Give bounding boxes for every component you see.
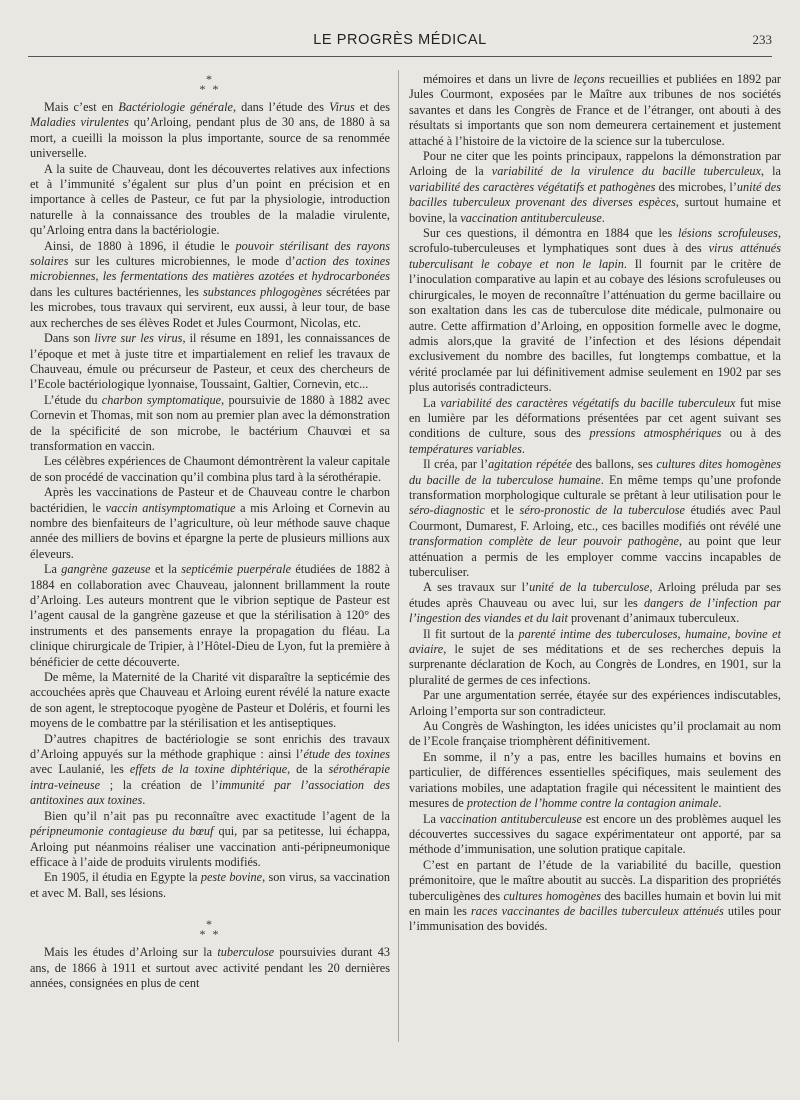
text-run: sur les cultures microbiennes, le mode d’ <box>68 254 296 269</box>
text-run: mémoires et dans un livre de <box>423 72 574 86</box>
text-run: Les célèbres expériences de Chaumont démontrèrent la valeur capitale de son procédé de vaccination qu’il combina plus tard à la sérothérapie. <box>30 454 390 484</box>
right-column <box>409 72 781 1060</box>
text-run: Il fit surtout de la <box>423 626 519 641</box>
section-separator <box>30 74 390 94</box>
text-run: qui, par sa petitesse, lui échappa, Arloing put néanmoins réaliser une vaccination anti-péripneumonique efficace à l’aide de produits virulents modifiés. <box>30 824 390 869</box>
text-run: Après les vaccinations de Pasteur et de Chauveau contre le charbon bactéridien, le <box>30 485 390 515</box>
text-run: , la <box>761 164 781 179</box>
text-run: des microbes, l’ <box>655 179 737 194</box>
text-run: De même, la Maternité de la Charité vit disparaître la septicémie des accouchées après que Chauveau et Arloing eurent révélé la nature exacte de son agent, le streptocoque pyogène de Pasteur et Doléris, et fourni les moyens de le combattre par la stérilisation et les antiseptiques. <box>30 670 390 731</box>
italic-run: septicémie puerpérale <box>181 562 292 577</box>
separator-stars-bottom: * * <box>199 82 221 96</box>
italic-run: dangers de l’infection par l’ingestion des viandes et du lait <box>409 595 781 626</box>
italic-run: tuberculose <box>217 945 275 960</box>
left-column <box>30 72 390 1060</box>
text-run: , surtout humaine et bovine, la <box>409 195 781 225</box>
paragraph <box>30 945 390 991</box>
text-run: , le sujet de ses méditations et de ses recherches depuis la surprenante déclaration de Koch, au Congrès de Londres, en 1901, sur la pluralité de germes de ces infections. <box>409 642 781 687</box>
text-run: et le <box>484 503 520 518</box>
italic-run: variabilité des caractères végétatifs du bacille tuberculeux <box>440 395 736 410</box>
text-run: C’est en partant de l’étude de la variabilité du bacille, question prémonitoire, que le maître aboutit au succès. La disparition des propriétés tuberculigènes des <box>409 857 781 903</box>
separator-star-top: * <box>206 72 214 86</box>
text-run: et la <box>150 562 182 577</box>
text-run: ou à des <box>721 426 781 441</box>
italic-run: races vaccinantes de bacilles tuberculeux atténués <box>471 903 724 918</box>
text-run: A ses travaux sur l’ <box>423 580 530 595</box>
italic-run: immunité par l’association des antitoxines aux toxines <box>30 777 390 808</box>
paragraph <box>409 812 781 858</box>
header-rule <box>28 56 772 57</box>
text-run: recueillies et publiées en 1892 par Jules Courmont, exposées par le Maître aux tribunes de nos sociétés savantes et dans les Congrès de France et de l’étranger, ont abouti à des résultats si importants que son nom demeurera certainement et justement attaché à l’histoire de la victoire de la science sur la tuberculose. <box>409 72 781 148</box>
italic-run: transformation complète de leur pouvoir pathogène <box>409 534 679 549</box>
italic-run: parenté intime des tuberculoses, humaine, bovine et aviaire <box>409 626 781 657</box>
text-run: et des <box>354 100 390 114</box>
text-run: qu’Arloing, pendant plus de 30 ans, de 1880 à sa mort, a cueilli la moisson la plus importante, source de sa renommée universelle. <box>30 115 390 161</box>
text-run: des ballons, ses <box>572 457 657 472</box>
text-run: L’étude du <box>44 392 102 407</box>
text-run: . <box>142 793 146 808</box>
paragraph <box>409 688 781 719</box>
paragraph <box>30 670 390 732</box>
paragraph <box>30 454 390 485</box>
column-divider <box>398 70 399 1042</box>
italic-run: agitation répétée <box>488 457 573 472</box>
italic-run: séro-diagnostic <box>409 503 485 518</box>
italic-run: pouvoir stérilisant des rayons solaires <box>30 238 390 269</box>
italic-run: cultures dites homogènes du bacille de la tuberculose humaine <box>409 457 781 487</box>
italic-run: vaccination antituberculeuse <box>439 811 582 826</box>
text-run: a mis Arloing et Cornevin au nombre des bienfaiteurs de l’agriculture, où leur méthode sauve chaque année des milliers de bovins et épargne la perte de plusieurs millions aux éleveurs. <box>30 500 390 561</box>
closing-paragraph <box>30 945 390 991</box>
italic-run: péripneumonie contagieuse du bœuf <box>30 824 214 839</box>
italic-run: gangrène gazeuse <box>61 562 151 577</box>
italic-run: températures variables <box>409 441 522 456</box>
italic-run: sérothérapie intra-veineuse <box>30 762 390 792</box>
italic-run: action des toxines microbiennes, les fermentations des matières azotées et hydrocarbonées <box>30 254 390 284</box>
text-run: , dans l’étude des <box>232 100 330 114</box>
text-run: . <box>601 210 605 225</box>
text-run: , son virus, sa vaccination et avec M. Ball, ses lésions. <box>30 870 390 900</box>
italic-run: unité des bacilles tuberculeux provenant des diverses espèces <box>409 179 781 210</box>
text-run: Mais les études d’Arloing sur la <box>44 945 218 960</box>
text-run: des bacilles humain et bovin lui mit en main les <box>409 888 781 918</box>
text-run: Bien qu’il n’ait pas pu reconnaître avec exactitude l’agent de la <box>44 808 390 823</box>
text-run: utiles pour l’immunisation des bovidés. <box>409 903 781 934</box>
paragraph <box>30 732 390 809</box>
text-run: Dans son <box>44 331 95 346</box>
text-run: Sur ces questions, il démontra en 1884 que les <box>423 226 678 241</box>
separator-stars-bottom-2: * * <box>199 927 221 942</box>
text-run: . En même temps qu’une profonde transformation morphologique culturale se prêtant à leur utilisation pour le <box>409 472 781 502</box>
text-run: Pour ne citer que les points principaux, rappelons la démonstration par Arloing de la <box>409 149 781 179</box>
italic-run: étude des toxines <box>303 747 390 762</box>
paragraph <box>30 562 390 670</box>
paragraph <box>409 149 781 226</box>
text-run: étudiés avec Paul Courmont, Dumarest, F. Arloing, etc., ces bacilles modifiés ont révélé une <box>409 503 781 533</box>
text-run: , Arloing préluda par ses études après Chauveau ou avec lui, sur les <box>409 580 781 610</box>
italic-run: séro-pronostic de la tuberculose <box>519 503 685 518</box>
paragraph <box>409 226 781 395</box>
italic-run: variabilité de la virulence du bacille tuberculeux <box>491 164 761 179</box>
italic-run: livre sur les virus <box>94 331 183 346</box>
running-header <box>28 32 772 54</box>
italic-run: cultures homogènes <box>503 888 601 903</box>
text-run: La <box>423 811 440 826</box>
paragraph <box>409 396 781 458</box>
text-run: , scrofulo-tuberculeuses et lymphatiques sont dues à des <box>409 226 781 256</box>
italic-run: substances phlogogènes <box>202 284 323 299</box>
paragraph <box>30 870 390 901</box>
italic-run: peste bovine <box>200 870 263 885</box>
text-run: avec Laulanié, les <box>30 762 130 777</box>
left-paragraphs <box>30 100 390 901</box>
text-run: Par une argumentation serrée, étayée sur des expériences indiscutables, Arloing l’emporta sur son contradicteur. <box>409 688 781 718</box>
text-run: , poursuivie de 1880 à 1882 avec Cornevin et Thomas, mit son nom au premier plan avec la démonstration de la spécificité de son microbe, le bactérium Chauvœi et sa transformation en vaccin. <box>30 392 390 453</box>
paragraph <box>30 485 390 562</box>
italic-run: unité de la tuberculose <box>529 580 650 595</box>
italic-run: variabilité des caractères végétatifs et pathogènes <box>409 179 656 194</box>
text-run: D’autres chapitres de bactériologie se sont enrichis des travaux d’Arloing appuyés sur la méthode graphique : ainsi l’ <box>30 731 390 762</box>
text-run: dans les cultures bactériennes, les <box>30 284 203 299</box>
section-separator-2 <box>30 917 390 942</box>
text-run: , au point que leur atténuation a permis de les employer comme vaccins incapables de tuberculiser. <box>409 534 781 579</box>
text-run: sécrétées par les microbes, tous travaux qui servirent, eux aussi, à leur tour, de base aux recherches de ses élèves Rodet et Jules Courmont, Nicolas, etc. <box>30 284 390 330</box>
text-run: La <box>44 562 62 577</box>
paragraph <box>30 100 390 162</box>
text-run: . <box>521 441 525 456</box>
italic-run: leçons <box>573 72 605 86</box>
text-run: En somme, il n’y a pas, entre les bacilles humains et bovins en particulier, de différences essentielles spécifiques, mais seulement des variations mobiles, une adaptation fragile qui nécessitent le maintient des mesures de <box>409 749 781 811</box>
text-run: , il résume en 1891, les connaissances de l’époque et met à juste titre et impartialement en relief les travaux de Chauveau, émule ou précurseur de Pasteur, et ceux des chercheurs de l’Ecole bactériologique lyonnaise, Toussaint, Galtier, Cornevin, etc... <box>30 331 390 392</box>
separator-star-top-2: * <box>206 917 214 932</box>
text-run: provenant d’animaux tuberculeux. <box>567 611 740 626</box>
page-number: 233 <box>752 32 772 47</box>
right-paragraphs <box>409 72 781 935</box>
italic-run: charbon symptomatique <box>101 392 222 407</box>
paragraph <box>409 580 781 626</box>
paragraph <box>30 809 390 871</box>
italic-run: virus atténués tuberculisant le cobaye et non le lapin <box>409 241 781 271</box>
paragraph <box>30 239 390 331</box>
text-run: Au Congrès de Washington, les idées unicistes qu’il proclamait au nom de l’Ecole française triomphèrent définitivement. <box>409 719 781 749</box>
paragraph <box>30 331 390 393</box>
text-run: ; la création de l’ <box>100 777 219 792</box>
italic-run: pressions atmosphériques <box>589 426 722 441</box>
italic-run: protection de l’homme contre la contagion animale <box>466 796 719 811</box>
text-run: est encore un des problèmes auquel les découvertes successives du sagace expérimentateur ont apporté, par sa méthode d’immunisation, une solution pratique capitale. <box>409 811 781 857</box>
paragraph <box>409 72 781 149</box>
paragraph <box>409 627 781 689</box>
text-run: En 1905, il étudia en Egypte la <box>44 870 201 885</box>
italic-run: vaccin antisymptomatique <box>105 500 236 515</box>
paragraph <box>409 457 781 580</box>
paragraph <box>409 750 781 812</box>
text-run: . Il fournit par le critère de l’inoculation comparative au lapin et au cobaye des lésions scrofuleuses ou chirurgicales, le moyen de reconnaître l’atténuation du germe bacillaire ou son exaltation dans les cas de tuberculose dite médicale, pulmonaire ou autre. Cette affirmation d’Arloing, en opposition formelle avec le dogme, admis alors,que la gravité de l’infection et des lésions dépendait exclusivement du nombre des bacilles, fut longtemps combattue, et la vérité proclamée par lui définitivement admise seulement en 1902 par ses plus autorisés contradicteurs. <box>409 256 781 395</box>
text-run: poursuivies durant 43 ans, de 1866 à 1911 et surtout avec activité pendant les 20 dernières années, consignées en plus de cent <box>30 945 390 990</box>
italic-run: Bactériologie générale <box>118 100 233 114</box>
paragraph <box>30 162 390 239</box>
italic-run: lésions scrofuleuses <box>677 226 778 241</box>
text-run: , de la <box>287 762 329 777</box>
paragraph <box>30 393 390 455</box>
text-run: A la suite de Chauveau, dont les découvertes relatives aux infections et à l’immunité s’égalent sur plus d’un point en précision et en importance à celles de Pasteur, ce fut par la physiologie, introduction naturelle à la connaissance des troubles de la maladie virulente, qu’Arloing entra dans la bactériologie. <box>30 161 390 238</box>
journal-title: LE PROGRÈS MÉDICAL <box>313 32 487 48</box>
italic-run: Virus <box>329 100 355 114</box>
paragraph <box>409 858 781 935</box>
text-run: Il créa, par l’ <box>423 457 489 472</box>
text-run: Ainsi, de 1880 à 1896, il étudie le <box>44 238 236 253</box>
paragraph <box>409 719 781 750</box>
italic-run: effets de la toxine diphtérique <box>129 762 288 777</box>
text-run: . <box>718 796 722 811</box>
italic-run: vaccination antituberculeuse <box>460 210 602 225</box>
text-run: fut mise en lumière par les déformations présentées par cet agent suivant ses conditions de culture, sous des <box>409 395 781 441</box>
text-run: La <box>423 395 441 410</box>
text-run: étudiées de 1882 à 1884 en collaboration avec Chauveau, jalonnent brillamment la route d’Arloing. Les auteurs montrent que le vibrion septique de Pasteur est l’agent causal de la gangrène gazeuse et que la stérilisation à 120° des instruments et des pansements enraye la propagation du fléau. La clinique chirurgicale de Tripier, à l’Hôtel-Dieu de Lyon, fut la première à bénéficier de cette découverte. <box>30 562 390 669</box>
italic-run: Maladies virulentes <box>30 115 129 130</box>
text-run: Mais c’est en <box>44 100 119 114</box>
